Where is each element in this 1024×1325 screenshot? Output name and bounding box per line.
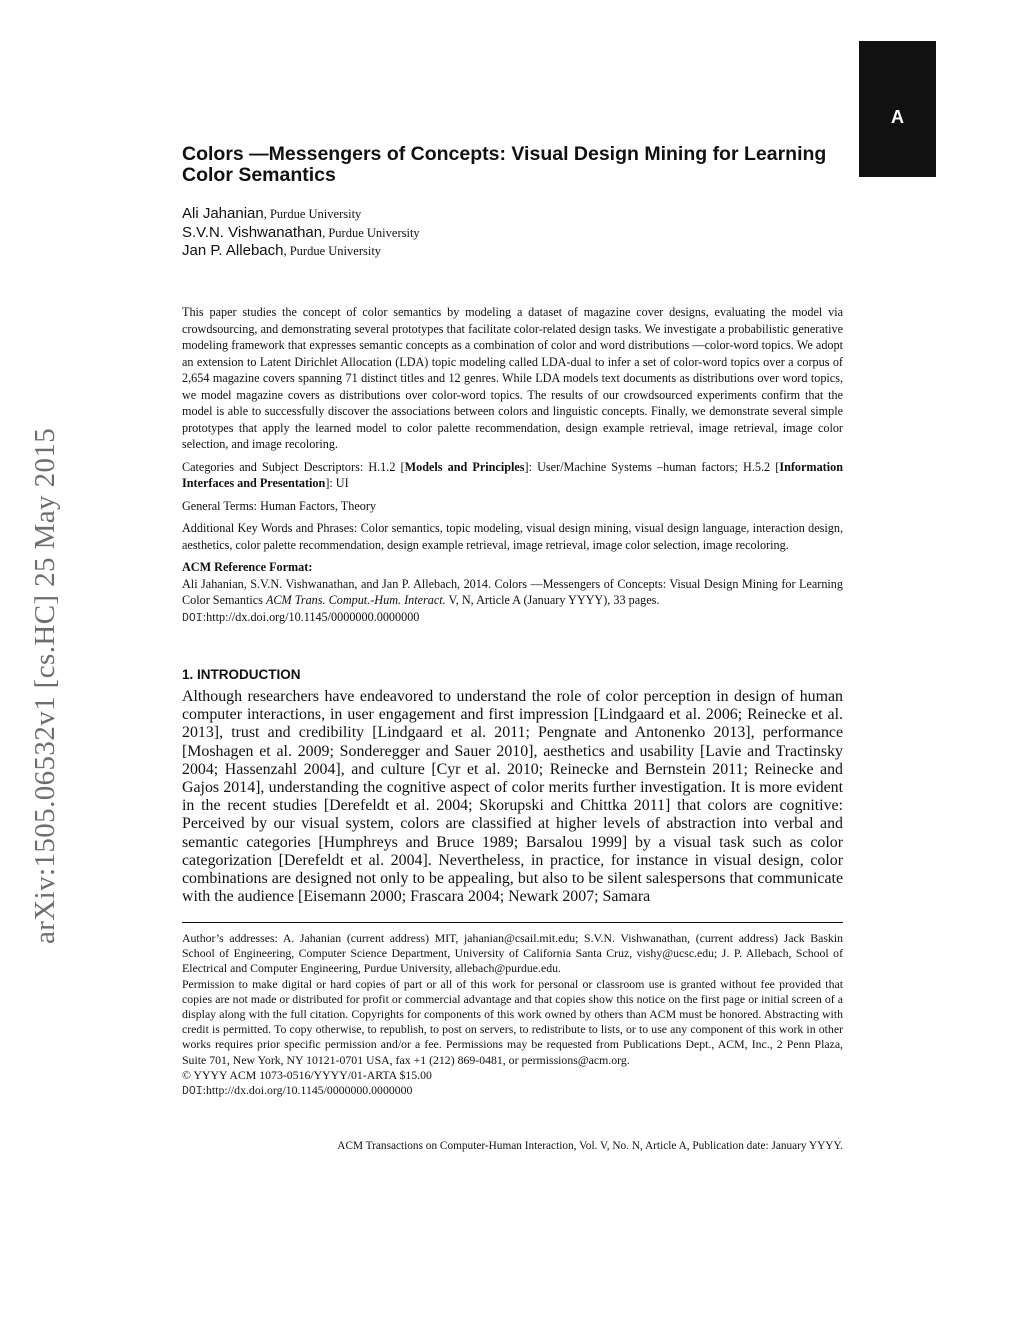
article-letter: A (891, 107, 904, 127)
categories (182, 459, 843, 492)
copyright-line (182, 1068, 843, 1083)
arxiv-stamp: arXiv:1505.06532v1 [cs.HC] 25 May 2015 (29, 427, 61, 944)
categories-prefix: Categories and Subject Descriptors: H.1.2 [ (182, 459, 405, 474)
abstract-block (182, 304, 843, 627)
footnotes (182, 931, 843, 1099)
doi-link[interactable]: :http://dx.doi.org/10.1145/0000000.0000000 (202, 1083, 413, 1098)
page-footer: ACM Transactions on Computer-Human Interaction, Vol. V, No. N, Article A, Publication date: January YYYY. (337, 1140, 843, 1152)
general-terms: General Terms: Human Factors, Theory (182, 498, 376, 513)
reference-heading: ACM Reference Format: (182, 560, 313, 574)
footnote-rule (182, 922, 843, 923)
copyright-icon: © (182, 1067, 191, 1082)
paper-title: Colors —Messengers of Concepts: Visual Design Mining for Learning Color Semantics (182, 143, 827, 186)
categories-bold-2: Information Interfaces and Presentation (182, 459, 843, 490)
reference-format (182, 559, 843, 627)
intro-paragraph: Although researchers have endeavored to understand the role of color perception in design of human computer interactions, in user engagement and first impression [Lindgaard et al. 2006; Reinecke et al. 2013], trust and credibility [Lindgaard et al. 2011; Pengnate and Antonenko 2013], performance [Moshagen et al. 2009; Sonderegger and Sauer 2010], aesthetics and usability [Lavie and Tractinsky 2004; Hassenzahl 2004], and culture [Cyr et al. 2010; Reinecke and Bernstein 2011; Reinecke and Gajos 2014], understanding the cognitive aspect of color merits further investigation. It is more evident in the recent studies [Derefeldt et al. 2004; Skorupski and Chittka 2011] that colors are cognitive: Perceived by our visual system, colors are classified at higher levels of abstraction into verbal and semantic categories [Humphreys and Bruce 1989; Barsalou 1999] by a visual task such as color categorization [Derefeldt et al. 2004]. Nevertheless, in practice, for instance in visual design, color combinations are designed not only to be appealing, but also to be silent salespersons that communicate with the audience [Eisemann 2000; Frascara 2004; Newark 2007; Samara (182, 688, 843, 906)
footnote-doi (182, 1083, 843, 1099)
reference-text-end: V, N, Article A (January YYYY), 33 pages. (445, 593, 660, 607)
doi-label: DOI (182, 611, 203, 625)
abstract: This paper studies the concept of color semantics by modeling a dataset of magazine cover designs, evaluating the model via crowdsourcing, and demonstrating several prototypes that facilitate color-related design tasks. We investigate a probabilistic generative modeling framework that expresses semantic concepts as a combination of color and word distributions —color-word topics. We adopt an extension to Latent Dirichlet Allocation (LDA) topic modeling called LDA-dual to infer a set of color-word topics over a corpus of 2,654 magazine covers spanning 71 distinct titles and 12 genres. While LDA models text documents as distributions over word topics, we model magazine covers as distributions over color-word topics. The results of our crowdsourced experiments confirm that the model is able to successfully discover the associations between colors and linguistic concepts. Finally, we demonstrate several simple prototypes that apply the learned model to color palette recommendation, design example retrieval, image retrieval, image color selection, and image recoloring. (182, 305, 843, 451)
reference-journal: ACM Trans. Comput.-Hum. Interact. (265, 593, 446, 607)
categories-bold-1: Models and Principles (404, 459, 525, 474)
author-addresses: Author’s addresses: A. Jahanian (current address) MIT, jahanian@csail.mit.edu; S.V.N. Vishwanathan, (current address) Jack Baskin School of Engineering, Computer Science Department, University of California Santa Cruz, vishy@ucsc.edu; J. P. Allebach, School of Electrical and Computer Engineering, Purdue University, allebach@purdue.edu. (182, 931, 843, 976)
article-tab (859, 41, 936, 177)
author-name: Jan P. Allebach (182, 242, 284, 259)
copyright-text: YYYY ACM 1073-0516/YYYY/01-ARTA $15.00 (190, 1067, 432, 1082)
section-heading: 1. INTRODUCTION (182, 667, 301, 682)
author-affiliation: , Purdue University (263, 207, 362, 221)
author-affiliation: , Purdue University (322, 225, 420, 240)
categories-middle: ]: User/Machine Systems –human factors; H.5.2 [ (524, 459, 780, 474)
doi-link[interactable]: :http://dx.doi.org/10.1145/0000000.0000000 (202, 609, 420, 624)
categories-suffix: ]: UI (325, 476, 349, 490)
keywords: Additional Key Words and Phrases: Color semantics, topic modeling, visual design mining, visual design language, interaction design, aesthetics, color palette recommendation, design example retrieval, image retrieval, image color selection, image recoloring. (182, 521, 843, 552)
author (182, 242, 843, 261)
author-name: Ali Jahanian (182, 205, 264, 222)
doi-label: DOI (182, 1085, 203, 1099)
author-name: S.V.N. Vishwanathan (182, 223, 323, 241)
author-list (182, 205, 843, 261)
reference-text: Ali Jahanian, S.V.N. Vishwanathan, and Jan P. Allebach, 2014. Colors —Messengers of Concepts: Visual Design Mining for Learning Color Semantics (182, 576, 843, 607)
author (182, 205, 843, 224)
author (182, 224, 843, 243)
permission-notice: Permission to make digital or hard copies of part or all of this work for personal or classroom use is granted without fee provided that copies are not made or distributed for profit or commercial advantage and that copies show this notice on the first page or initial screen of a display along with the full citation. Copyrights for components of this work owned by others than ACM must be honored. Abstracting with credit is permitted. To copy otherwise, to republish, to post on servers, to redistribute to lists, or to use any component of this work in other works requires prior specific permission and/or a fee. Permissions may be requested from Publications Dept., ACM, Inc., 2 Penn Plaza, Suite 701, New York, NY 10121-0701 USA, fax +1 (212) 869-0481, or permissions@acm.org. (182, 976, 843, 1067)
author-affiliation: , Purdue University (283, 244, 382, 258)
